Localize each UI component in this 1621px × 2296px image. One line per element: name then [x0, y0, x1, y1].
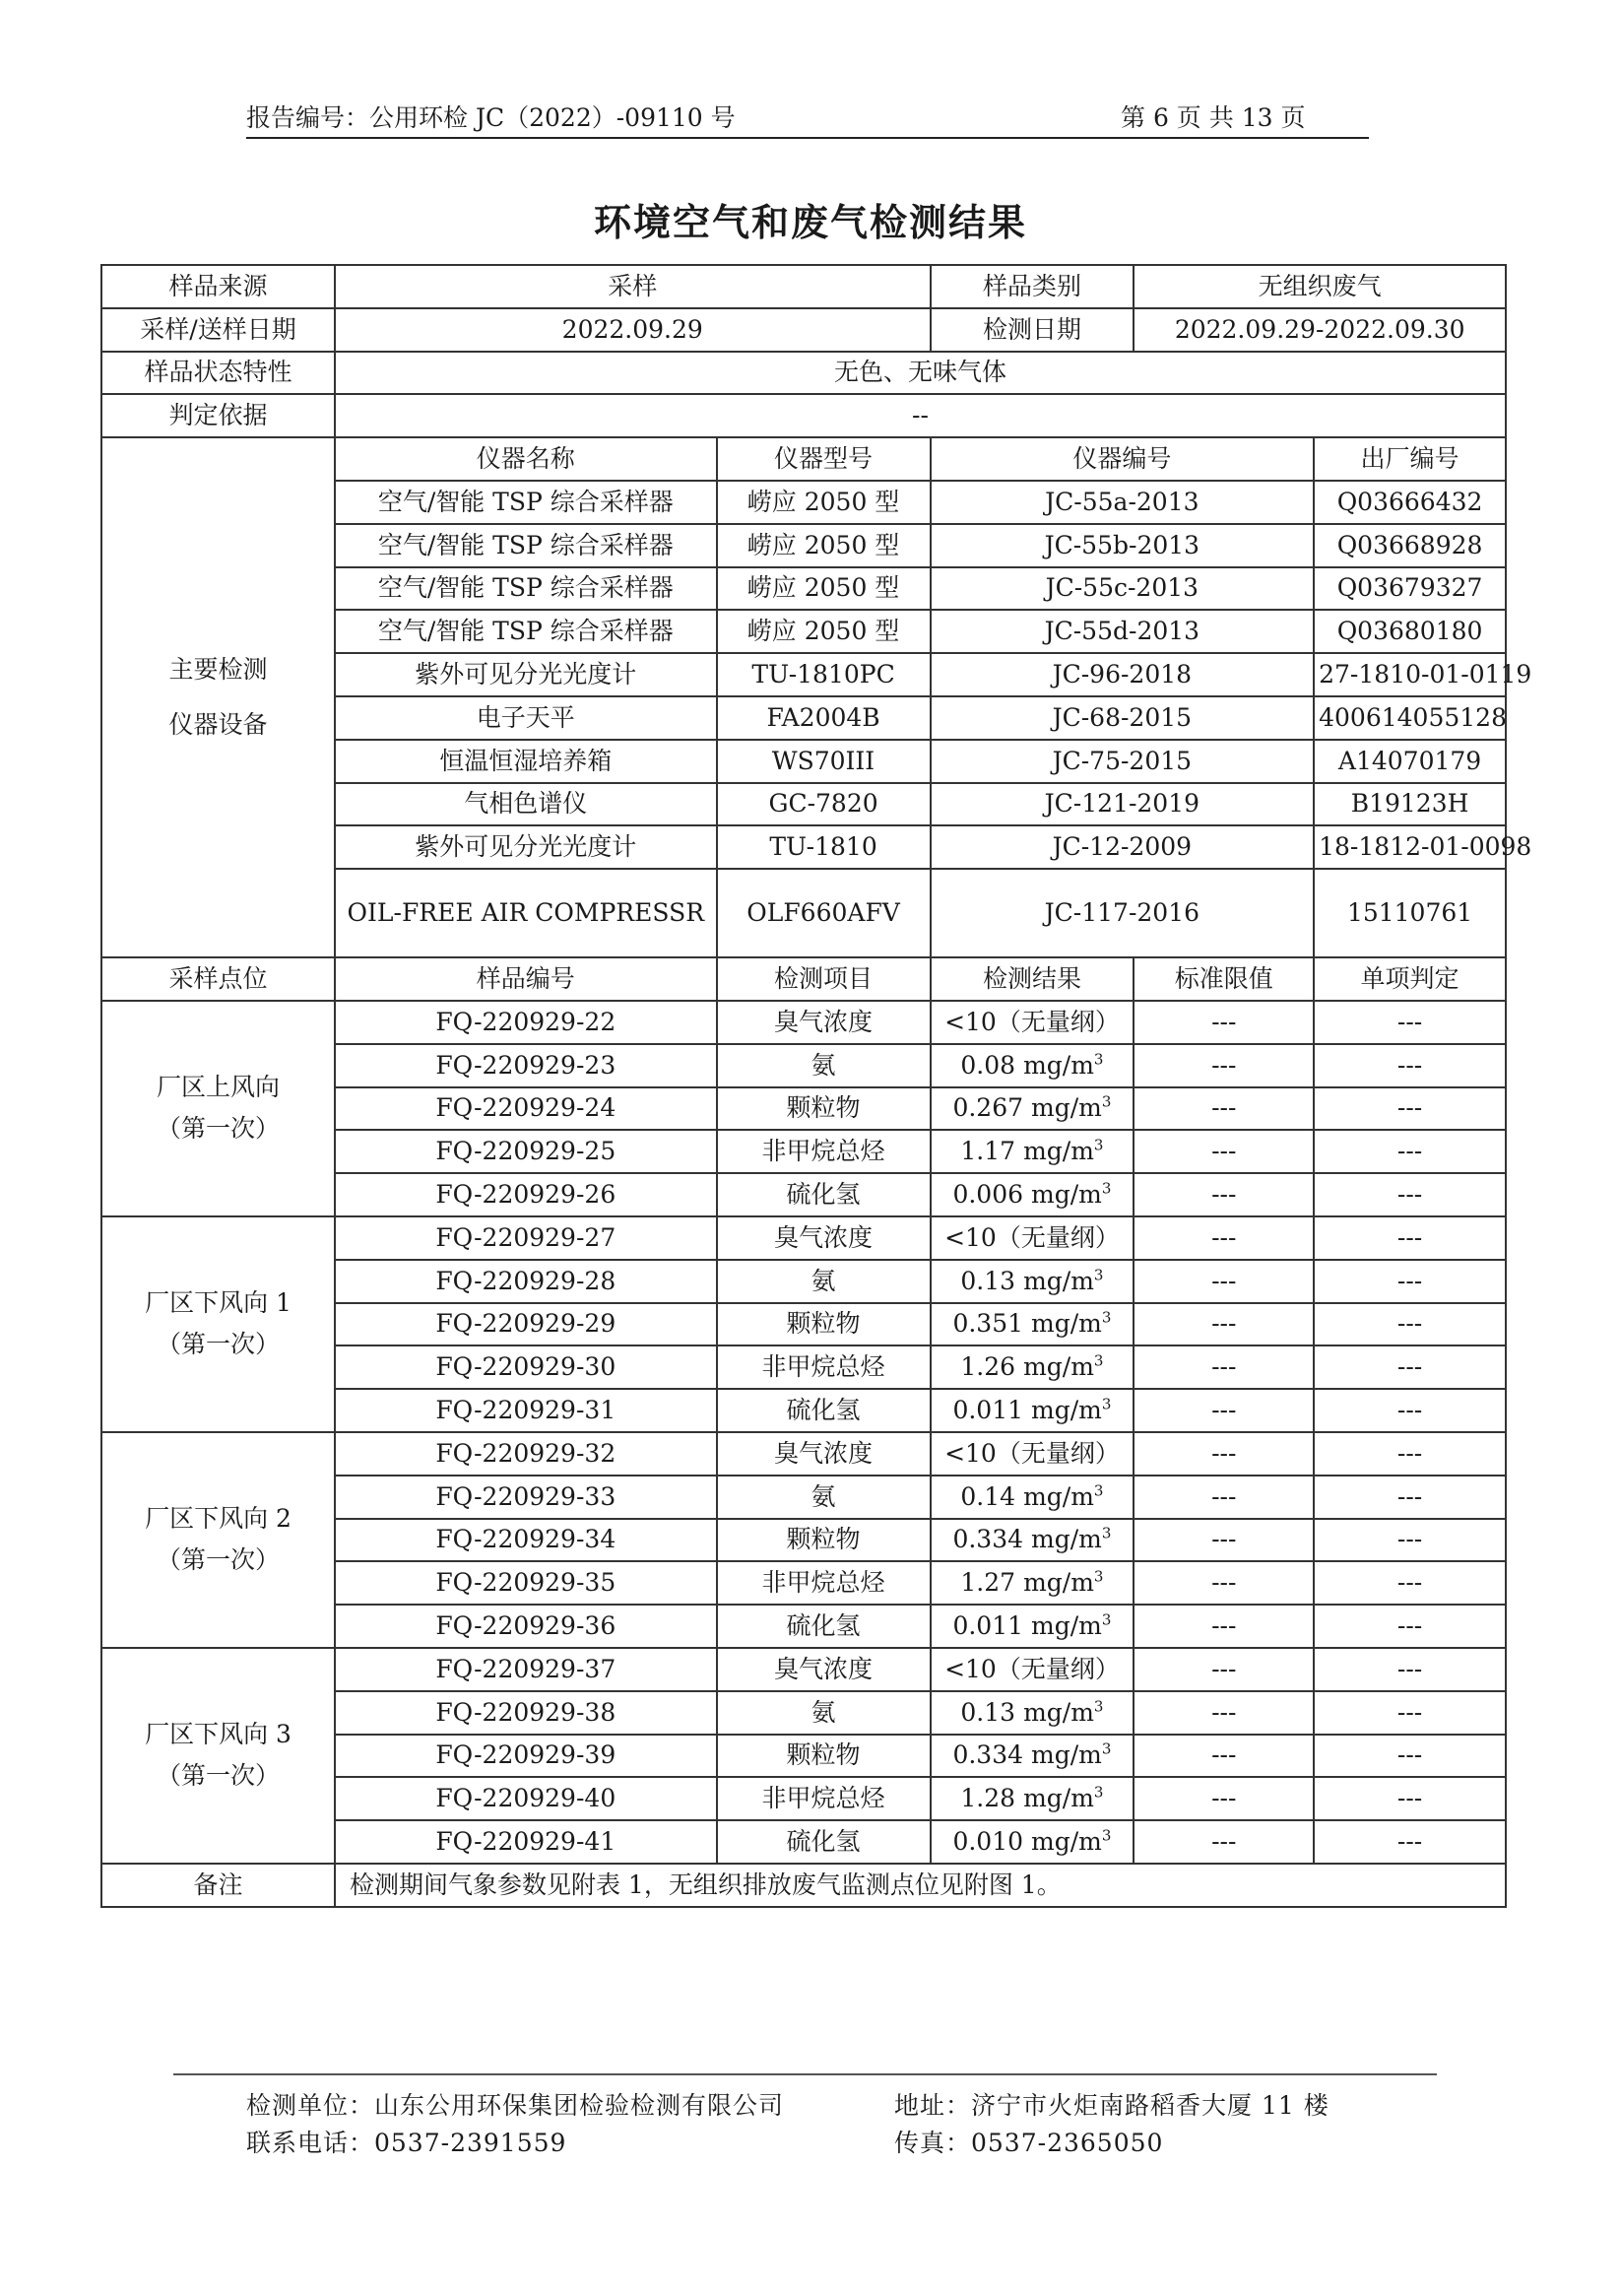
instrument-id: JC-55b-2013 — [931, 524, 1315, 567]
result-unit: mg/m — [1031, 1309, 1102, 1339]
result-unit: mg/m — [1023, 1050, 1094, 1080]
source-value: 采样 — [335, 265, 931, 308]
standard-limit: --- — [1134, 1389, 1314, 1432]
item-judgement: --- — [1314, 1389, 1506, 1432]
standard-limit: --- — [1134, 1173, 1314, 1216]
test-result — [931, 1605, 1135, 1648]
test-result — [931, 1345, 1135, 1389]
instrument-name: 电子天平 — [335, 696, 717, 740]
test-item: 臭气浓度 — [717, 1216, 931, 1260]
standard-limit: --- — [1134, 1044, 1314, 1087]
test-item: 非甲烷总烃 — [717, 1345, 931, 1389]
instrument-model: 崂应 2050 型 — [717, 481, 931, 524]
result-unit: mg/m — [1031, 1826, 1102, 1856]
item-judgement: --- — [1314, 1044, 1506, 1087]
item-judgement: --- — [1314, 1605, 1506, 1648]
basis-label: 判定依据 — [101, 394, 335, 437]
test-result — [931, 1777, 1135, 1820]
standard-limit: --- — [1134, 1260, 1314, 1303]
item-judgement: --- — [1314, 1216, 1506, 1260]
instrument-model: TU-1810PC — [717, 653, 931, 696]
remarks-label: 备注 — [101, 1864, 335, 1907]
test-item: 硫化氢 — [717, 1389, 931, 1432]
date-value: 2022.09.29 — [335, 308, 931, 352]
result-value: <10（无量纲） — [944, 1438, 1120, 1468]
standard-limit: --- — [1134, 1561, 1314, 1605]
item-judgement: --- — [1314, 1001, 1506, 1044]
result-value: 1.28 — [960, 1784, 1016, 1813]
instrument-name: 空气/智能 TSP 综合采样器 — [335, 610, 717, 653]
footer-unit: 检测单位：山东公用环保集团检验检测有限公司 — [246, 2091, 785, 2120]
factory-number: Q03680180 — [1314, 610, 1506, 653]
item-judgement: --- — [1314, 1303, 1506, 1346]
test-item: 氨 — [717, 1260, 931, 1303]
test-result — [931, 1087, 1135, 1131]
instrument-name: 空气/智能 TSP 综合采样器 — [335, 567, 717, 611]
result-value: <10（无量纲） — [944, 1654, 1120, 1683]
standard-limit: --- — [1134, 1087, 1314, 1131]
info-row-state — [101, 352, 1506, 395]
unit-exponent: 3 — [1093, 1050, 1104, 1069]
result-value: 0.08 — [960, 1050, 1016, 1080]
column-header: 标准限值 — [1134, 957, 1314, 1001]
test-result — [931, 1691, 1135, 1735]
sample-id: FQ-220929-37 — [335, 1648, 717, 1691]
test-item: 氨 — [717, 1476, 931, 1519]
sample-id: FQ-220929-31 — [335, 1389, 717, 1432]
instrument-id: JC-55c-2013 — [931, 567, 1315, 611]
test-item: 硫化氢 — [717, 1820, 931, 1864]
sample-id: FQ-220929-29 — [335, 1303, 717, 1346]
unit-exponent: 3 — [1093, 1351, 1104, 1370]
factory-number: Q03679327 — [1314, 567, 1506, 611]
sample-id: FQ-220929-41 — [335, 1820, 717, 1864]
sample-id: FQ-220929-40 — [335, 1777, 717, 1820]
sample-id: FQ-220929-27 — [335, 1216, 717, 1260]
test-item: 颗粒物 — [717, 1519, 931, 1562]
footer-phone: 联系电话：0537-2391559 — [246, 2129, 567, 2157]
result-value: 0.14 — [960, 1481, 1016, 1511]
info-row-date — [101, 308, 1506, 352]
item-judgement: --- — [1314, 1735, 1506, 1778]
result-value: 0.267 — [952, 1093, 1024, 1123]
result-value: 0.011 — [952, 1396, 1024, 1425]
item-judgement: --- — [1314, 1561, 1506, 1605]
report-number: 报告编号：公用环检 JC（2022）-09110 号 — [246, 103, 736, 132]
source-label: 样品来源 — [101, 265, 335, 308]
test-item: 臭气浓度 — [717, 1001, 931, 1044]
result-unit: mg/m — [1023, 1568, 1094, 1598]
state-value: 无色、无味气体 — [335, 352, 1506, 395]
result-value: 0.011 — [952, 1611, 1024, 1640]
item-judgement: --- — [1314, 1820, 1506, 1864]
instrument-name: 空气/智能 TSP 综合采样器 — [335, 481, 717, 524]
footer-divider — [173, 2073, 1437, 2075]
test-result — [931, 1519, 1135, 1562]
test-item: 臭气浓度 — [717, 1648, 931, 1691]
result-unit: mg/m — [1031, 1396, 1102, 1425]
sample-id: FQ-220929-38 — [335, 1691, 717, 1735]
column-header: 出厂编号 — [1314, 437, 1506, 481]
test-item: 颗粒物 — [717, 1087, 931, 1131]
standard-limit: --- — [1134, 1519, 1314, 1562]
remarks-text: 检测期间气象参数见附表 1，无组织排放废气监测点位见附图 1。 — [335, 1864, 1506, 1907]
result-value: 0.13 — [960, 1266, 1016, 1295]
instrument-id: JC-117-2016 — [931, 869, 1315, 957]
result-value: 0.006 — [952, 1180, 1024, 1210]
table-row — [101, 1001, 1506, 1044]
sample-id: FQ-220929-35 — [335, 1561, 717, 1605]
factory-number: 400614055128 — [1314, 696, 1506, 740]
instrument-name: 空气/智能 TSP 综合采样器 — [335, 524, 717, 567]
table-row — [101, 1432, 1506, 1476]
result-unit: mg/m — [1023, 1784, 1094, 1813]
column-header: 仪器编号 — [931, 437, 1315, 481]
unit-exponent: 3 — [1093, 1481, 1104, 1500]
instrument-name: 气相色谱仪 — [335, 783, 717, 826]
test-item: 氨 — [717, 1044, 931, 1087]
factory-number: B19123H — [1314, 783, 1506, 826]
item-judgement: --- — [1314, 1130, 1506, 1173]
standard-limit: --- — [1134, 1777, 1314, 1820]
result-value: 1.27 — [960, 1568, 1016, 1598]
sampling-location: 厂区下风向 2 （第一次） — [101, 1432, 335, 1648]
instrument-model: 崂应 2050 型 — [717, 610, 931, 653]
result-value: 0.13 — [960, 1697, 1016, 1727]
test-result — [931, 1735, 1135, 1778]
test-result — [931, 1648, 1135, 1691]
test-result — [931, 1476, 1135, 1519]
instrument-id: JC-12-2009 — [931, 825, 1315, 869]
item-judgement: --- — [1314, 1432, 1506, 1476]
standard-limit: --- — [1134, 1303, 1314, 1346]
standard-limit: --- — [1134, 1691, 1314, 1735]
instrument-model: GC-7820 — [717, 783, 931, 826]
test-result — [931, 1216, 1135, 1260]
sample-id: FQ-220929-30 — [335, 1345, 717, 1389]
sampling-location: 厂区上风向 （第一次） — [101, 1001, 335, 1216]
result-value: 1.26 — [960, 1352, 1016, 1382]
test-item: 氨 — [717, 1691, 931, 1735]
result-value: <10（无量纲） — [944, 1222, 1120, 1252]
item-judgement: --- — [1314, 1476, 1506, 1519]
result-value: 0.010 — [952, 1826, 1024, 1856]
unit-exponent: 3 — [1101, 1179, 1112, 1198]
state-label: 样品状态特性 — [101, 352, 335, 395]
unit-exponent: 3 — [1093, 1567, 1104, 1586]
sample-id: FQ-220929-23 — [335, 1044, 717, 1087]
instrument-id: JC-75-2015 — [931, 740, 1315, 783]
factory-number: A14070179 — [1314, 740, 1506, 783]
item-judgement: --- — [1314, 1173, 1506, 1216]
test-item: 颗粒物 — [717, 1735, 931, 1778]
page-title: 环境空气和废气检测结果 — [593, 200, 1027, 244]
remarks-row — [101, 1864, 1506, 1907]
result-unit: mg/m — [1023, 1697, 1094, 1727]
info-row-basis — [101, 394, 1506, 437]
result-unit: mg/m — [1031, 1740, 1102, 1770]
standard-limit: --- — [1134, 1820, 1314, 1864]
sample-id: FQ-220929-32 — [335, 1432, 717, 1476]
result-value: 0.334 — [952, 1740, 1024, 1770]
item-judgement: --- — [1314, 1345, 1506, 1389]
test-result — [931, 1001, 1135, 1044]
unit-exponent: 3 — [1101, 1826, 1112, 1845]
result-value: 0.334 — [952, 1525, 1024, 1554]
column-header: 仪器名称 — [335, 437, 717, 481]
page-indicator: 第 6 页 共 13 页 — [1121, 103, 1306, 132]
header-divider — [246, 137, 1369, 139]
instrument-name: OIL-FREE AIR COMPRESSR — [335, 869, 717, 957]
test-item: 颗粒物 — [717, 1303, 931, 1346]
unit-exponent: 3 — [1093, 1136, 1104, 1154]
standard-limit: --- — [1134, 1001, 1314, 1044]
test-item: 非甲烷总烃 — [717, 1561, 931, 1605]
instrument-model: FA2004B — [717, 696, 931, 740]
result-value: 0.351 — [952, 1309, 1024, 1339]
results-table — [100, 264, 1532, 1908]
factory-number: Q03666432 — [1314, 481, 1506, 524]
test-result — [931, 1389, 1135, 1432]
column-header: 样品编号 — [335, 957, 717, 1001]
sample-id: FQ-220929-26 — [335, 1173, 717, 1216]
test-result — [931, 1820, 1135, 1864]
item-judgement: --- — [1314, 1519, 1506, 1562]
unit-exponent: 3 — [1101, 1525, 1112, 1543]
result-unit: mg/m — [1031, 1525, 1102, 1554]
test-date-label: 检测日期 — [931, 308, 1135, 352]
result-unit: mg/m — [1031, 1093, 1102, 1123]
unit-exponent: 3 — [1101, 1610, 1112, 1629]
standard-limit: --- — [1134, 1605, 1314, 1648]
unit-exponent: 3 — [1101, 1309, 1112, 1328]
sample-id: FQ-220929-25 — [335, 1130, 717, 1173]
result-unit: mg/m — [1023, 1352, 1094, 1382]
instrument-id: JC-68-2015 — [931, 696, 1315, 740]
column-header: 检测结果 — [931, 957, 1135, 1001]
sample-id: FQ-220929-39 — [335, 1735, 717, 1778]
test-item: 臭气浓度 — [717, 1432, 931, 1476]
factory-number: Q03668928 — [1314, 524, 1506, 567]
item-judgement: --- — [1314, 1777, 1506, 1820]
instrument-id: JC-55a-2013 — [931, 481, 1315, 524]
instrument-model: 崂应 2050 型 — [717, 567, 931, 611]
test-item: 硫化氢 — [717, 1605, 931, 1648]
column-header: 仪器型号 — [717, 437, 931, 481]
table-row — [101, 1648, 1506, 1691]
standard-limit: --- — [1134, 1648, 1314, 1691]
instrument-name: 紫外可见分光光度计 — [335, 825, 717, 869]
basis-value: -- — [335, 394, 1506, 437]
instrument-id: JC-121-2019 — [931, 783, 1315, 826]
column-header: 采样点位 — [101, 957, 335, 1001]
sample-id: FQ-220929-36 — [335, 1605, 717, 1648]
standard-limit: --- — [1134, 1432, 1314, 1476]
item-judgement: --- — [1314, 1087, 1506, 1131]
sample-id: FQ-220929-28 — [335, 1260, 717, 1303]
test-result — [931, 1173, 1135, 1216]
test-result — [931, 1561, 1135, 1605]
test-result — [931, 1044, 1135, 1087]
instrument-model: OLF660AFV — [717, 869, 931, 957]
footer-address: 地址：济宁市火炬南路稻香大厦 11 楼 — [894, 2091, 1329, 2120]
test-item: 硫化氢 — [717, 1173, 931, 1216]
test-result — [931, 1260, 1135, 1303]
sample-id: FQ-220929-34 — [335, 1519, 717, 1562]
test-result — [931, 1130, 1135, 1173]
column-header: 检测项目 — [717, 957, 931, 1001]
factory-number: 27-1810-01-0119 — [1314, 653, 1506, 696]
item-judgement: --- — [1314, 1691, 1506, 1735]
category-value: 无组织废气 — [1134, 265, 1506, 308]
test-result — [931, 1303, 1135, 1346]
equipment-header-row — [101, 437, 1506, 481]
standard-limit: --- — [1134, 1345, 1314, 1389]
results-header-row — [101, 957, 1506, 1001]
test-result — [931, 1432, 1135, 1476]
factory-number: 18-1812-01-0098 — [1314, 825, 1506, 869]
sampling-location: 厂区下风向 3 （第一次） — [101, 1648, 335, 1864]
unit-exponent: 3 — [1093, 1266, 1104, 1284]
standard-limit: --- — [1134, 1130, 1314, 1173]
table-row — [101, 1216, 1506, 1260]
unit-exponent: 3 — [1101, 1093, 1112, 1112]
test-item: 非甲烷总烃 — [717, 1777, 931, 1820]
instrument-id: JC-55d-2013 — [931, 610, 1315, 653]
column-header: 单项判定 — [1314, 957, 1506, 1001]
result-unit: mg/m — [1023, 1266, 1094, 1295]
unit-exponent: 3 — [1093, 1783, 1104, 1802]
info-row-source — [101, 265, 1506, 308]
standard-limit: --- — [1134, 1216, 1314, 1260]
unit-exponent: 3 — [1093, 1697, 1104, 1716]
result-unit: mg/m — [1023, 1137, 1094, 1166]
sample-id: FQ-220929-33 — [335, 1476, 717, 1519]
instrument-model: 崂应 2050 型 — [717, 524, 931, 567]
instrument-name: 紫外可见分光光度计 — [335, 653, 717, 696]
test-date-value: 2022.09.29-2022.09.30 — [1134, 308, 1506, 352]
standard-limit: --- — [1134, 1476, 1314, 1519]
standard-limit: --- — [1134, 1735, 1314, 1778]
result-value: 1.17 — [960, 1137, 1016, 1166]
footer-fax: 传真：0537-2365050 — [894, 2129, 1164, 2157]
instrument-model: WS70III — [717, 740, 931, 783]
result-value: <10（无量纲） — [944, 1007, 1120, 1036]
equipment-group-label: 主要检测 仪器设备 — [101, 437, 335, 957]
factory-number: 15110761 — [1314, 869, 1506, 957]
instrument-id: JC-96-2018 — [931, 653, 1315, 696]
result-unit: mg/m — [1023, 1481, 1094, 1511]
sample-id: FQ-220929-22 — [335, 1001, 717, 1044]
date-label: 采样/送样日期 — [101, 308, 335, 352]
unit-exponent: 3 — [1101, 1740, 1112, 1759]
result-unit: mg/m — [1031, 1180, 1102, 1210]
result-unit: mg/m — [1031, 1611, 1102, 1640]
instrument-name: 恒温恒湿培养箱 — [335, 740, 717, 783]
unit-exponent: 3 — [1101, 1395, 1112, 1413]
sample-id: FQ-220929-24 — [335, 1087, 717, 1131]
sampling-location: 厂区下风向 1 （第一次） — [101, 1216, 335, 1432]
item-judgement: --- — [1314, 1260, 1506, 1303]
instrument-model: TU-1810 — [717, 825, 931, 869]
category-label: 样品类别 — [931, 265, 1135, 308]
item-judgement: --- — [1314, 1648, 1506, 1691]
test-item: 非甲烷总烃 — [717, 1130, 931, 1173]
